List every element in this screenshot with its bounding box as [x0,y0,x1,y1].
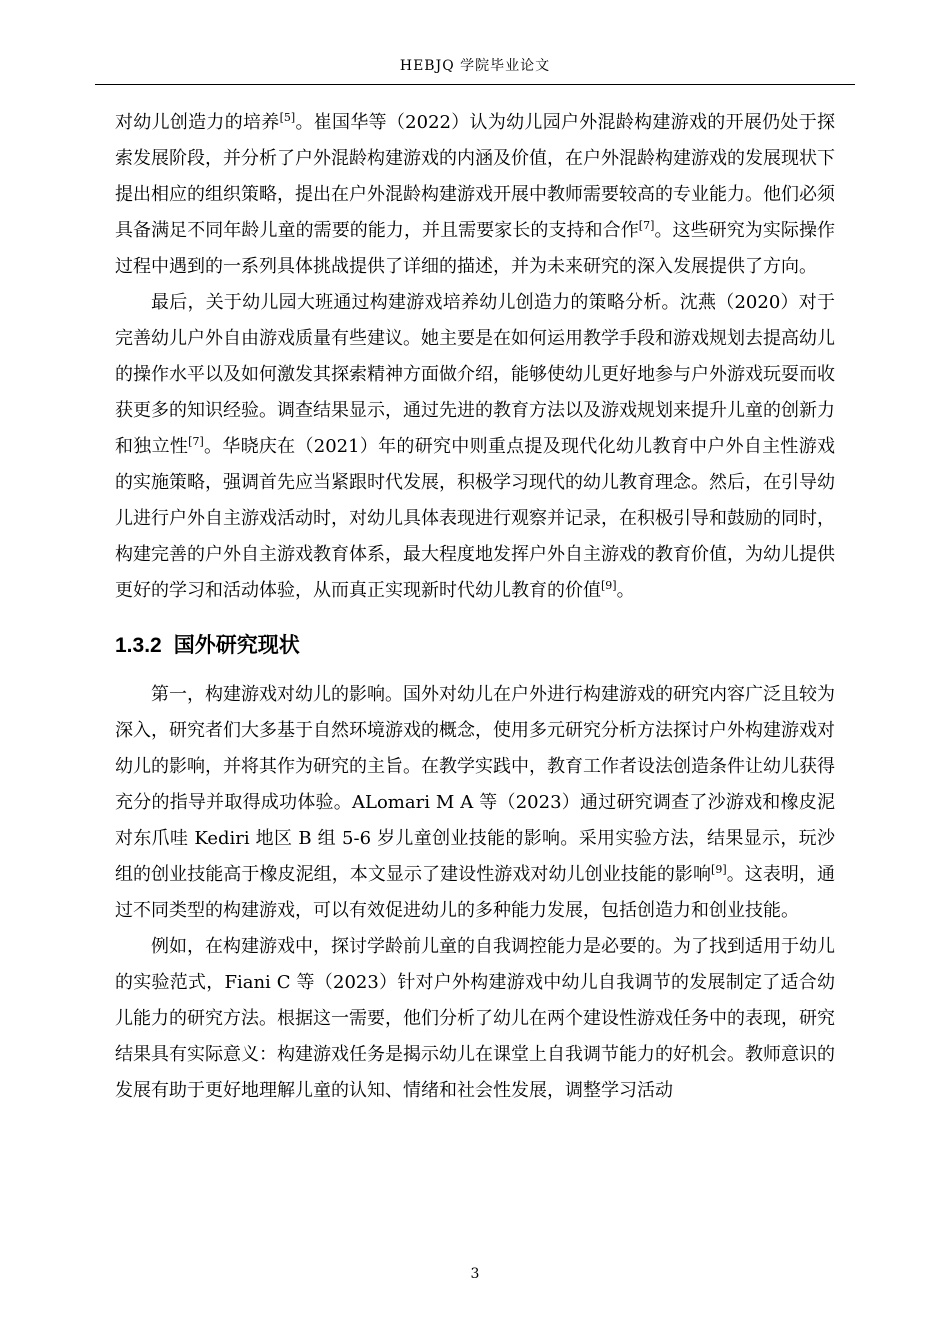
paragraph [115,285,835,609]
text-run: 。这表明，通过不同类型的构建游戏，可以有效促进幼儿的多种能力发展，包括创造力和创业技能。 [115,864,836,921]
citation-ref: [7] [638,219,655,232]
section-heading [115,631,835,661]
text-run: 最后，关于幼儿园大班通过构建游戏培养幼儿创造力的策略分析。沈燕（2020）对于完善幼儿户外自由游戏质量有些建议。她主要是在如何运用教学手段和游戏规划去提高幼儿的操作水平以及如何激发其探索精神方面做介绍，能够使幼儿更好地参与户外游戏玩耍而收获更多的知识经验。调查结果显示，通过先进的教育方法以及游戏规划来提升儿童的创新力和独立性 [115,292,835,457]
paragraph [115,105,835,285]
citation-ref: [9] [711,863,727,876]
text-run: 。华晓庆在（2021）年的研究中则重点提及现代化幼儿教育中户外自主性游戏的实施策略，强调首先应当紧跟时代发展，积极学习现代的幼儿教育理念。然后，在引导幼儿进行户外自主游戏活动时，对幼儿具体表现进行观察并记录，在积极引导和鼓励的同时，构建完善的户外自主游戏教育体系，最大程度地发挥户外自主游戏的教育价值，为幼儿提供更好的学习和活动体验，从而真正实现新时代幼儿教育的价值 [115,436,836,601]
heading-number: 1.3.2 [115,634,162,657]
document-body [115,105,835,1109]
citation-ref: [7] [188,435,204,448]
text-run: 。 [616,580,635,601]
paragraph [115,929,835,1109]
text-run: 。这些研究为实际操作过程中遇到的一系列具体挑战提供了详细的描述，并为未来研究的深入发展提供了方向。 [115,220,836,277]
citation-ref: [9] [601,579,617,592]
heading-text: 国外研究现状 [173,634,300,657]
citation-ref: [5] [279,111,296,124]
text-run: 对幼儿创造力的培养 [115,112,280,133]
text-run: 第一，构建游戏对幼儿的影响。国外对幼儿在户外进行构建游戏的研究内容广泛且较为深入，研究者们大多基于自然环境游戏的概念，使用多元研究分析方法探讨户外构建游戏对幼儿的影响，并将其作为研究的主旨。在教学实践中，教育工作者设法创造条件让幼儿获得充分的指导并取得成功体验。ALomari M A 等（2023）通过研究调查了沙游戏和橡皮泥对东爪哇 Kediri 地区 B 组 5-6 岁儿童创业技能的影响。采用实验方法，结果显示，玩沙组的创业技能高于橡皮泥组，本文显示了建设性游戏对幼儿创业技能的影响 [115,684,835,885]
page-number: 3 [470,1266,480,1282]
page-header-title: HEBJQ 学院毕业论文 [399,58,551,74]
text-run: 。崔国华等（2022）认为幼儿园户外混龄构建游戏的开展仍处于探索发展阶段，并分析了户外混龄构建游戏的内涵及价值，在户外混龄构建游戏的发展现状下提出相应的组织策略，提出在户外混龄构建游戏开展中教师需要较高的专业能力。他们必须具备满足不同年龄儿童的需要的能力，并且需要家长的支持和合作 [115,112,835,241]
paragraph [115,677,835,929]
text-run: 例如，在构建游戏中，探讨学龄前儿童的自我调控能力是必要的。为了找到适用于幼儿的实验范式，Fiani C 等（2023）针对户外构建游戏中幼儿自我调节的发展制定了适合幼儿能力的研究方法。根据这一需要，他们分析了幼儿在两个建设性游戏任务中的表现，研究结果具有实际意义：构建游戏任务是揭示幼儿在课堂上自我调节能力的好机会。教师意识的发展有助于更好地理解儿童的认知、情绪和社会性发展，调整学习活动 [115,936,835,1101]
header-divider [95,84,855,85]
